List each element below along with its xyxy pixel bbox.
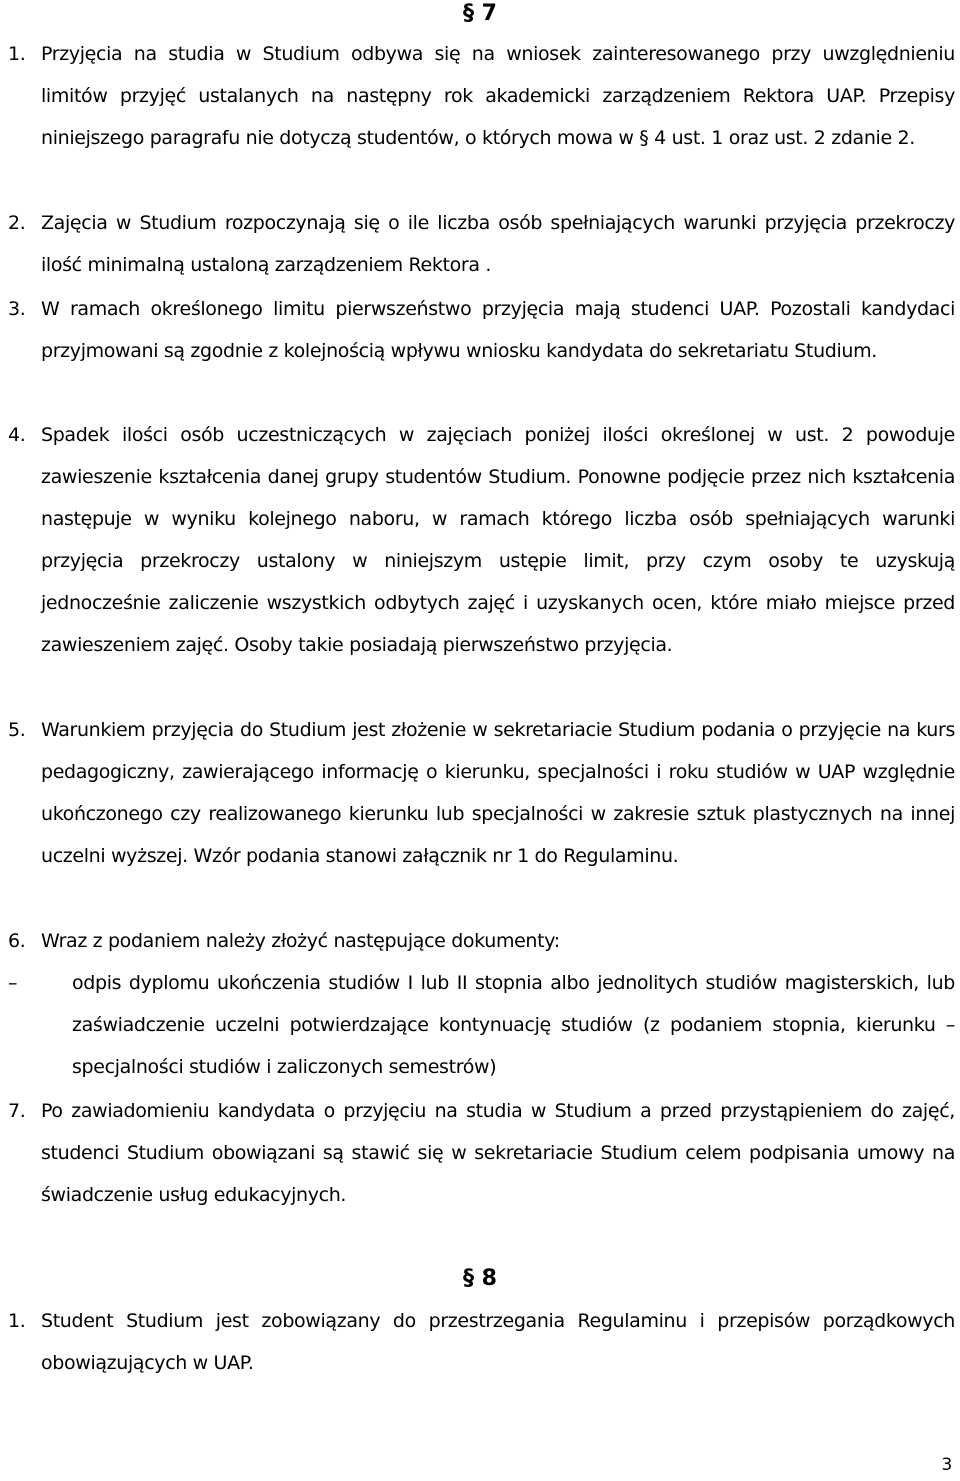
item-text: Warunkiem przyjęcia do Studium jest złożenie w sekretariacie Studium podania o przyjęcie na kurs pedagogiczny, zawierającego informację o kierunku, specjalności i roku studiów w UAP względnie ukończonego czy realizowanego kierunku lub specjalności w zakresie sztuk plastycznych na innej uczelni wyższej. Wzór podania stanowi załącznik nr 1 do Regulaminu.: [41, 719, 955, 867]
item-number: 7.: [8, 1100, 26, 1122]
item-number: 2.: [8, 212, 26, 234]
item-text: Zajęcia w Studium rozpoczynają się o ile liczba osób spełniających warunki przyjęcia przekroczy ilość minimalną ustaloną zarządzeniem Rektora .: [41, 212, 955, 276]
item-text: Wraz z podaniem należy złożyć następujące dokumenty:: [41, 930, 560, 952]
item-number: 4.: [8, 424, 26, 446]
section-8-heading: § 8: [463, 1266, 497, 1291]
bullet-dash: –: [8, 972, 18, 994]
item-text: Spadek ilości osób uczestniczących w zajęciach poniżej ilości określonej w ust. 2 powoduje zawieszenie kształcenia danej grupy studentów Studium. Ponowne podjęcie przez nich kształcenia następuje w wyniku kolejnego naboru, w ramach którego liczba osób spełniających warunki przyjęcia przekroczy ustalony w niniejszym ustępie limit, przy czym osoby te uzyskują jednocześnie zaliczenie wszystkich odbytych zajęć i uzyskanych ocen, które miało miejsce przed zawieszeniem zajęć. Osoby takie posiadają pierwszeństwo przyjęcia.: [41, 424, 955, 656]
item-text: Student Studium jest zobowiązany do przestrzegania Regulaminu i przepisów porządkowych obowiązujących w UAP.: [41, 1310, 955, 1374]
item-text: Przyjęcia na studia w Studium odbywa się na wniosek zainteresowanego przy uwzględnieniu limitów przyjęć ustalanych na następny rok akademicki zarządzeniem Rektora UAP. Przepisy niniejszego paragrafu nie dotyczą studentów, o których mowa w § 4 ust. 1 oraz ust. 2 zdanie 2.: [41, 43, 955, 149]
item-text: Po zawiadomieniu kandydata o przyjęciu na studia w Studium a przed przystąpieniem do zajęć, studenci Studium obowiązani są stawić się w sekretariacie Studium celem podpisania umowy na świadczenie usług edukacyjnych.: [41, 1100, 955, 1206]
item-number: 1.: [8, 1310, 26, 1332]
item-number: 3.: [8, 298, 26, 320]
section-7-heading: § 7: [463, 1, 497, 26]
page-number: 3: [941, 1455, 952, 1475]
item-number: 6.: [8, 930, 26, 952]
item-number: 1.: [8, 43, 26, 65]
item-number: 5.: [8, 719, 26, 741]
bullet-text: odpis dyplomu ukończenia studiów I lub II stopnia albo jednolitych studiów magisterskich, lub zaświadczenie uczelni potwierdzające kontynuację studiów (z podaniem stopnia, kierunku – specjalności studiów i zaliczonych semestrów): [72, 972, 955, 1078]
item-text: W ramach określonego limitu pierwszeństwo przyjęcia mają studenci UAP. Pozostali kandydaci przyjmowani są zgodnie z kolejnością wpływu wniosku kandydata do sekretariatu Studium.: [41, 298, 955, 362]
